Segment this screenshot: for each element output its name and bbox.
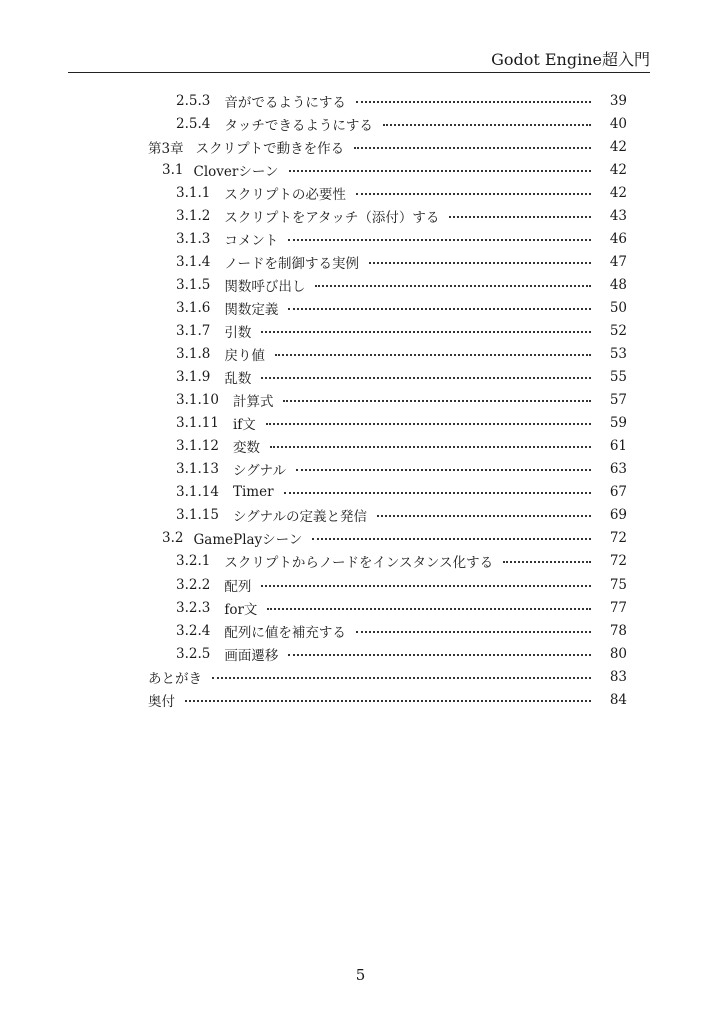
dot-leader [212, 677, 591, 679]
dot-leader [356, 193, 591, 195]
toc-entry-title: タッチできるようにする [224, 117, 373, 134]
toc-entry[interactable] [148, 458, 627, 481]
page-footer [0, 966, 721, 984]
dot-leader [449, 216, 591, 218]
toc-entry-title: Timer [232, 484, 274, 501]
toc-entry-title: あとがき [148, 670, 202, 687]
toc-entry[interactable] [148, 389, 627, 412]
dot-leader [315, 285, 591, 287]
toc-entry-number: 3.1.1 [176, 184, 211, 201]
toc-entry-number: 3.1.4 [176, 253, 211, 270]
toc-entry-page: 48 [609, 276, 627, 293]
toc-entry-number: 3.1.9 [176, 369, 211, 386]
toc-entry[interactable] [148, 112, 627, 135]
toc-entry-page: 72 [609, 530, 627, 547]
toc-entry-page: 52 [609, 322, 627, 339]
toc-entry-title: スクリプトの必要性 [224, 186, 346, 203]
toc-entry-page: 42 [609, 161, 627, 178]
toc-entry-number: 3.2 [162, 530, 184, 547]
toc-entry-number: 3.1.15 [176, 507, 219, 524]
toc-entry-title: 音がでるようにする [224, 94, 346, 111]
toc-entry-title: シグナル [232, 463, 287, 480]
toc-entry[interactable] [148, 435, 627, 458]
toc-entry-number: 3.2.1 [176, 553, 211, 570]
toc-entry-number: 3.2.4 [176, 622, 211, 639]
toc-entry-page: 83 [609, 668, 627, 685]
toc-entry-title: シグナルの定義と発信 [232, 509, 368, 526]
toc-entry-title: スクリプトで動きを作る [195, 140, 345, 157]
toc-entry[interactable] [148, 343, 627, 366]
toc-entry-page: 53 [609, 346, 627, 363]
toc-entry-number: 3.1.3 [176, 230, 211, 247]
dot-leader [356, 101, 591, 103]
toc-entry-page: 61 [609, 438, 627, 455]
toc-entry-page: 80 [609, 645, 627, 662]
toc-entry-page: 67 [609, 484, 627, 501]
dot-leader [261, 331, 591, 333]
dot-leader [288, 308, 591, 310]
toc-entry-page: 39 [609, 92, 627, 109]
toc-entry-page: 55 [609, 369, 627, 386]
dot-leader [369, 262, 591, 264]
dot-leader [503, 561, 591, 563]
toc-entry[interactable] [148, 412, 627, 435]
toc-entry-number: 3.1.10 [176, 392, 219, 409]
toc-entry-number: 2.5.4 [176, 115, 211, 132]
toc-entry-number: 第3章 [148, 140, 184, 157]
toc-entry-page: 78 [609, 622, 627, 639]
toc-entry[interactable] [148, 504, 627, 527]
toc-entry-page: 42 [609, 184, 627, 201]
toc-entry-title: 配列 [224, 578, 252, 595]
toc-entry-number: 3.1.2 [176, 207, 211, 224]
toc-entry-number: 3.1.8 [176, 346, 211, 363]
dot-leader [185, 700, 591, 702]
toc-entry-title: スクリプトからノードをインスタンス化する [224, 555, 494, 572]
toc-entry-number: 3.2.5 [176, 645, 211, 662]
table-of-contents [148, 89, 627, 711]
dot-leader [261, 377, 591, 379]
toc-entry-title: if文 [232, 417, 256, 434]
toc-entry-page: 72 [609, 553, 627, 570]
dot-leader [289, 170, 591, 172]
dot-leader [266, 423, 591, 425]
toc-entry[interactable] [148, 481, 627, 504]
toc-entry-page: 59 [609, 415, 627, 432]
toc-entry-page: 50 [609, 299, 627, 316]
dot-leader [288, 239, 591, 241]
toc-entry-title: 引数 [224, 324, 252, 341]
dot-leader [383, 124, 591, 126]
toc-entry-page: 40 [609, 115, 627, 132]
toc-entry-page: 57 [609, 392, 627, 409]
toc-entry-title: 変数 [232, 440, 260, 457]
dot-leader [284, 492, 591, 494]
dot-leader [288, 654, 591, 656]
toc-entry-title: スクリプトをアタッチ（添付）する [224, 209, 440, 226]
toc-entry-page: 43 [609, 207, 627, 224]
toc-entry[interactable] [148, 204, 627, 227]
toc-entry-title: 奥付 [148, 693, 175, 710]
dot-leader [275, 354, 591, 356]
toc-entry[interactable] [148, 319, 627, 342]
page-number: 5 [355, 966, 366, 984]
toc-entry-page: 63 [609, 461, 627, 478]
toc-entry[interactable] [148, 596, 627, 619]
toc-entry[interactable] [148, 573, 627, 596]
toc-entry-number: 3.2.3 [176, 599, 211, 616]
dot-leader [354, 147, 591, 149]
dot-leader [356, 631, 591, 633]
toc-entry-number: 3.1 [162, 161, 184, 178]
toc-entry-page: 47 [609, 253, 627, 270]
toc-entry-title: 配列に値を補充する [224, 624, 346, 641]
dot-leader [283, 400, 591, 402]
toc-entry-title: 戻り値 [224, 348, 265, 365]
toc-entry-page: 75 [609, 576, 627, 593]
dot-leader [377, 515, 591, 517]
running-header [68, 48, 650, 73]
toc-entry-title: ノードを制御する実例 [224, 255, 359, 272]
toc-entry-title: 画面遷移 [224, 647, 279, 664]
toc-entry-number: 3.1.13 [176, 461, 219, 478]
toc-entry[interactable] [148, 273, 627, 296]
toc-entry-title: 乱数 [224, 371, 252, 388]
book-title: Godot Engine超入門 [491, 50, 650, 69]
toc-entry-number: 3.1.11 [176, 415, 219, 432]
toc-entry[interactable] [148, 296, 627, 319]
dot-leader [267, 608, 591, 610]
dot-leader [296, 469, 591, 471]
toc-entry-number: 3.1.5 [176, 276, 211, 293]
toc-entry-number: 3.1.12 [176, 438, 219, 455]
toc-entry-number: 2.5.3 [176, 92, 211, 109]
toc-entry-number: 3.2.2 [176, 576, 211, 593]
toc-entry[interactable] [148, 181, 627, 204]
toc-entry[interactable] [148, 619, 627, 642]
toc-entry[interactable] [148, 527, 627, 550]
toc-entry[interactable] [148, 135, 627, 158]
toc-entry[interactable] [148, 158, 627, 181]
toc-entry-title: 計算式 [232, 394, 274, 411]
dot-leader [261, 585, 591, 587]
toc-entry-title: コメント [224, 232, 279, 249]
toc-entry-title: GamePlayシーン [193, 532, 303, 549]
toc-entry-number: 3.1.7 [176, 322, 211, 339]
toc-entry-title: 関数定義 [224, 301, 279, 318]
toc-entry-page: 77 [609, 599, 627, 616]
toc-entry-title: 関数呼び出し [224, 278, 306, 295]
toc-entry-page: 84 [609, 691, 627, 708]
toc-entry[interactable] [148, 227, 627, 250]
dot-leader [312, 538, 591, 540]
toc-entry[interactable] [148, 250, 627, 273]
toc-entry-page: 42 [609, 138, 627, 155]
toc-entry-page: 46 [609, 230, 627, 247]
toc-entry[interactable] [148, 665, 627, 688]
toc-entry-page: 69 [609, 507, 627, 524]
toc-entry-title: for文 [224, 601, 258, 618]
toc-entry[interactable] [148, 642, 627, 665]
toc-entry-number: 3.1.14 [176, 484, 219, 501]
toc-entry[interactable] [148, 366, 627, 389]
toc-entry-title: Cloverシーン [193, 163, 279, 180]
toc-entry[interactable] [148, 688, 627, 711]
toc-entry[interactable] [148, 550, 627, 573]
toc-entry[interactable] [148, 89, 627, 112]
toc-entry-number: 3.1.6 [176, 299, 211, 316]
dot-leader [270, 446, 591, 448]
